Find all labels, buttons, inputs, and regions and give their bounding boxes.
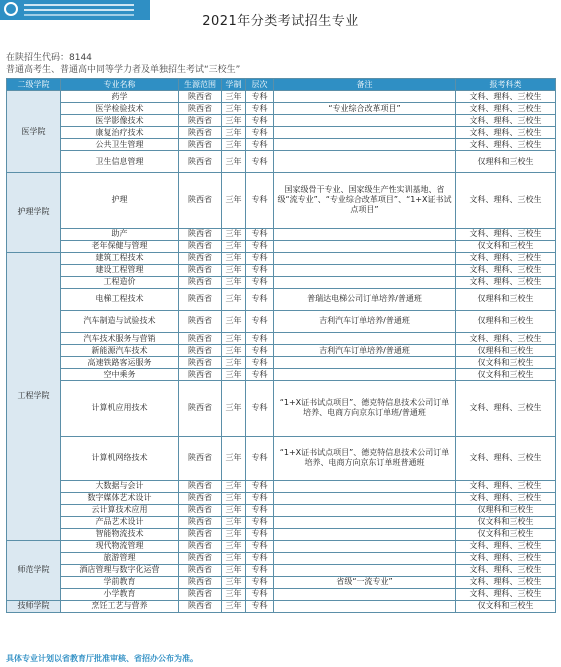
level-cell: 专科 xyxy=(246,528,274,540)
note-cell xyxy=(274,276,456,288)
major-cell: 建设工程管理 xyxy=(61,264,179,276)
years-cell: 三年 xyxy=(222,345,246,357)
table-row xyxy=(7,528,556,540)
years-cell: 三年 xyxy=(222,333,246,345)
years-cell: 三年 xyxy=(222,103,246,115)
note-cell xyxy=(274,528,456,540)
level-cell: 专科 xyxy=(246,516,274,528)
level-cell: 专科 xyxy=(246,345,274,357)
years-cell: 三年 xyxy=(222,552,246,564)
major-cell: 汽车制造与试验技术 xyxy=(61,310,179,332)
years-cell: 三年 xyxy=(222,252,246,264)
col-header-major: 专业名称 xyxy=(61,79,179,91)
table-row xyxy=(7,369,556,381)
years-cell: 三年 xyxy=(222,492,246,504)
level-cell: 专科 xyxy=(246,564,274,576)
level-cell: 专科 xyxy=(246,91,274,103)
level-cell: 专科 xyxy=(246,588,274,600)
major-cell: 小学教育 xyxy=(61,588,179,600)
years-cell: 三年 xyxy=(222,240,246,252)
table-row xyxy=(7,127,556,139)
table-row xyxy=(7,345,556,357)
major-cell: 智能物流技术 xyxy=(61,528,179,540)
years-cell: 三年 xyxy=(222,540,246,552)
note-cell: 国家级骨干专业、国家级生产性实训基地、省级“流专业”、“专业综合改革项目”、“1+X证书试点项目” xyxy=(274,173,456,229)
table-row xyxy=(7,151,556,173)
college-cell: 技师学院 xyxy=(7,600,61,612)
region-cell: 陕西省 xyxy=(179,600,222,612)
major-cell: 医学影像技术 xyxy=(61,115,179,127)
note-cell xyxy=(274,516,456,528)
footnote: 具体专业计划以省教育厅批准审核、省招办公布为准。 xyxy=(6,654,198,663)
region-cell: 陕西省 xyxy=(179,357,222,369)
note-cell xyxy=(274,588,456,600)
major-cell: 医学检验技术 xyxy=(61,103,179,115)
subjects-cell: 文科、理科、三校生 xyxy=(456,333,556,345)
note-cell: 省级“一流专业” xyxy=(274,576,456,588)
region-cell: 陕西省 xyxy=(179,436,222,480)
table-row xyxy=(7,576,556,588)
college-cell: 医学院 xyxy=(7,91,61,173)
subjects-cell: 文科、理科、三校生 xyxy=(456,91,556,103)
note-cell xyxy=(274,264,456,276)
region-cell: 陕西省 xyxy=(179,103,222,115)
level-cell: 专科 xyxy=(246,492,274,504)
years-cell: 三年 xyxy=(222,115,246,127)
note-cell xyxy=(274,252,456,264)
level-cell: 专科 xyxy=(246,369,274,381)
table-row xyxy=(7,115,556,127)
level-cell: 专科 xyxy=(246,436,274,480)
majors-table xyxy=(6,78,556,613)
note-cell xyxy=(274,127,456,139)
major-cell: 大数据与会计 xyxy=(61,480,179,492)
major-cell: 康复治疗技术 xyxy=(61,127,179,139)
region-cell: 陕西省 xyxy=(179,528,222,540)
years-cell: 三年 xyxy=(222,151,246,173)
region-cell: 陕西省 xyxy=(179,381,222,437)
years-cell: 三年 xyxy=(222,310,246,332)
subjects-cell: 文科、理科、三校生 xyxy=(456,264,556,276)
major-cell: 云计算技术应用 xyxy=(61,504,179,516)
note-cell xyxy=(274,91,456,103)
major-cell: 高速铁路客运服务 xyxy=(61,357,179,369)
region-cell: 陕西省 xyxy=(179,264,222,276)
col-header-level: 层次 xyxy=(246,79,274,91)
region-cell: 陕西省 xyxy=(179,588,222,600)
region-cell: 陕西省 xyxy=(179,151,222,173)
table-row xyxy=(7,600,556,612)
note-cell xyxy=(274,600,456,612)
major-cell: 烹饪工艺与营养 xyxy=(61,600,179,612)
level-cell: 专科 xyxy=(246,276,274,288)
level-cell: 专科 xyxy=(246,240,274,252)
major-cell: 新能源汽车技术 xyxy=(61,345,179,357)
subjects-cell: 文科、理科、三校生 xyxy=(456,115,556,127)
table-row xyxy=(7,228,556,240)
years-cell: 三年 xyxy=(222,564,246,576)
major-cell: 旅游管理 xyxy=(61,552,179,564)
col-header-note: 备注 xyxy=(274,79,456,91)
level-cell: 专科 xyxy=(246,480,274,492)
subjects-cell: 文科、理科、三校生 xyxy=(456,127,556,139)
years-cell: 三年 xyxy=(222,369,246,381)
note-cell: “专业综合改革项目” xyxy=(274,103,456,115)
subjects-cell: 文科、理科、三校生 xyxy=(456,103,556,115)
applicant-scope: 普通高考生、普通高中同等学力者及单独招生考试“三校生” xyxy=(6,65,241,75)
level-cell: 专科 xyxy=(246,540,274,552)
note-cell xyxy=(274,480,456,492)
major-cell: 建筑工程技术 xyxy=(61,252,179,264)
table-row xyxy=(7,252,556,264)
subjects-cell: 文科、理科、三校生 xyxy=(456,381,556,437)
table-row xyxy=(7,333,556,345)
major-cell: 汽车技术服务与营销 xyxy=(61,333,179,345)
level-cell: 专科 xyxy=(246,264,274,276)
subjects-cell: 仅文科和三校生 xyxy=(456,357,556,369)
level-cell: 专科 xyxy=(246,504,274,516)
major-cell: 计算机网络技术 xyxy=(61,436,179,480)
major-cell: 空中乘务 xyxy=(61,369,179,381)
region-cell: 陕西省 xyxy=(179,127,222,139)
major-cell: 助产 xyxy=(61,228,179,240)
years-cell: 三年 xyxy=(222,381,246,437)
region-cell: 陕西省 xyxy=(179,480,222,492)
years-cell: 三年 xyxy=(222,173,246,229)
years-cell: 三年 xyxy=(222,288,246,310)
years-cell: 三年 xyxy=(222,480,246,492)
note-cell xyxy=(274,540,456,552)
major-cell: 药学 xyxy=(61,91,179,103)
table-row xyxy=(7,310,556,332)
subjects-cell: 文科、理科、三校生 xyxy=(456,436,556,480)
major-cell: 产品艺术设计 xyxy=(61,516,179,528)
note-cell xyxy=(274,564,456,576)
years-cell: 三年 xyxy=(222,436,246,480)
major-cell: 卫生信息管理 xyxy=(61,151,179,173)
level-cell: 专科 xyxy=(246,127,274,139)
subjects-cell: 仅理科和三校生 xyxy=(456,288,556,310)
college-cell: 护理学院 xyxy=(7,173,61,253)
note-cell xyxy=(274,504,456,516)
table-row xyxy=(7,588,556,600)
years-cell: 三年 xyxy=(222,228,246,240)
region-cell: 陕西省 xyxy=(179,310,222,332)
years-cell: 三年 xyxy=(222,276,246,288)
major-cell: 酒店管理与数字化运营 xyxy=(61,564,179,576)
level-cell: 专科 xyxy=(246,139,274,151)
region-cell: 陕西省 xyxy=(179,139,222,151)
subjects-cell: 文科、理科、三校生 xyxy=(456,492,556,504)
region-cell: 陕西省 xyxy=(179,564,222,576)
subjects-cell: 文科、理科、三校生 xyxy=(456,564,556,576)
region-cell: 陕西省 xyxy=(179,115,222,127)
major-cell: 工程造价 xyxy=(61,276,179,288)
table-row xyxy=(7,480,556,492)
note-cell xyxy=(274,552,456,564)
note-cell: 普瑞达电梯公司订单培养/普通班 xyxy=(274,288,456,310)
region-cell: 陕西省 xyxy=(179,504,222,516)
years-cell: 三年 xyxy=(222,264,246,276)
college-cell: 工程学院 xyxy=(7,252,61,540)
years-cell: 三年 xyxy=(222,576,246,588)
subjects-cell: 文科、理科、三校生 xyxy=(456,480,556,492)
region-cell: 陕西省 xyxy=(179,552,222,564)
subjects-cell: 文科、理科、三校生 xyxy=(456,276,556,288)
region-cell: 陕西省 xyxy=(179,288,222,310)
region-cell: 陕西省 xyxy=(179,173,222,229)
table-row xyxy=(7,288,556,310)
level-cell: 专科 xyxy=(246,151,274,173)
note-cell xyxy=(274,369,456,381)
table-row xyxy=(7,139,556,151)
subjects-cell: 仅文科和三校生 xyxy=(456,516,556,528)
school-code: 在陕招生代码：8144 xyxy=(6,53,92,63)
table-body xyxy=(7,91,556,613)
years-cell: 三年 xyxy=(222,516,246,528)
col-header-region: 生源范围 xyxy=(179,79,222,91)
region-cell: 陕西省 xyxy=(179,240,222,252)
years-cell: 三年 xyxy=(222,357,246,369)
level-cell: 专科 xyxy=(246,252,274,264)
years-cell: 三年 xyxy=(222,588,246,600)
table-row xyxy=(7,381,556,437)
region-cell: 陕西省 xyxy=(179,252,222,264)
note-cell xyxy=(274,333,456,345)
note-cell: “1+X证书试点项目”、德克特信息技术公司订单培养、电商方向京东订单班普通班 xyxy=(274,436,456,480)
subjects-cell: 文科、理科、三校生 xyxy=(456,252,556,264)
subjects-cell: 仅文科和三校生 xyxy=(456,369,556,381)
note-cell: “1+X证书试点项目”、德克特信息技术公司订单培养、电商方向京东订单班/普通班 xyxy=(274,381,456,437)
note-cell xyxy=(274,151,456,173)
table-row xyxy=(7,540,556,552)
page-title: 2021年分类考试招生专业 xyxy=(202,14,359,29)
table-row xyxy=(7,492,556,504)
major-cell: 公共卫生管理 xyxy=(61,139,179,151)
level-cell: 专科 xyxy=(246,552,274,564)
note-cell xyxy=(274,228,456,240)
table-row xyxy=(7,173,556,229)
note-cell: 吉利汽车订单培养/普通班 xyxy=(274,310,456,332)
region-cell: 陕西省 xyxy=(179,492,222,504)
major-cell: 护理 xyxy=(61,173,179,229)
subjects-cell: 仅理科和三校生 xyxy=(456,151,556,173)
level-cell: 专科 xyxy=(246,333,274,345)
subjects-cell: 仅文科和三校生 xyxy=(456,528,556,540)
region-cell: 陕西省 xyxy=(179,91,222,103)
level-cell: 专科 xyxy=(246,115,274,127)
subjects-cell: 文科、理科、三校生 xyxy=(456,540,556,552)
subjects-cell: 文科、理科、三校生 xyxy=(456,588,556,600)
level-cell: 专科 xyxy=(246,103,274,115)
table-row xyxy=(7,103,556,115)
level-cell: 专科 xyxy=(246,228,274,240)
years-cell: 三年 xyxy=(222,127,246,139)
subjects-cell: 文科、理科、三校生 xyxy=(456,173,556,229)
table-row xyxy=(7,276,556,288)
college-cell: 师范学院 xyxy=(7,540,61,600)
table-row xyxy=(7,264,556,276)
table-row xyxy=(7,504,556,516)
table-row xyxy=(7,564,556,576)
table-row xyxy=(7,516,556,528)
subjects-cell: 仅文科和三校生 xyxy=(456,600,556,612)
note-cell xyxy=(274,492,456,504)
table-header-row xyxy=(7,79,556,91)
subjects-cell: 文科、理科、三校生 xyxy=(456,228,556,240)
major-cell: 电梯工程技术 xyxy=(61,288,179,310)
subjects-cell: 仅文科和三校生 xyxy=(456,240,556,252)
col-header-college: 二级学院 xyxy=(7,79,61,91)
level-cell: 专科 xyxy=(246,576,274,588)
note-cell: 吉利汽车订单培养/普通班 xyxy=(274,345,456,357)
note-cell xyxy=(274,139,456,151)
table-row xyxy=(7,240,556,252)
level-cell: 专科 xyxy=(246,357,274,369)
table-row xyxy=(7,436,556,480)
years-cell: 三年 xyxy=(222,528,246,540)
region-cell: 陕西省 xyxy=(179,576,222,588)
years-cell: 三年 xyxy=(222,91,246,103)
col-header-subjects: 报考科类 xyxy=(456,79,556,91)
region-cell: 陕西省 xyxy=(179,276,222,288)
table-row xyxy=(7,91,556,103)
note-cell xyxy=(274,357,456,369)
subjects-cell: 文科、理科、三校生 xyxy=(456,576,556,588)
years-cell: 三年 xyxy=(222,600,246,612)
note-cell xyxy=(274,115,456,127)
level-cell: 专科 xyxy=(246,381,274,437)
region-cell: 陕西省 xyxy=(179,333,222,345)
school-name-logotype xyxy=(24,4,134,6)
region-cell: 陕西省 xyxy=(179,228,222,240)
region-cell: 陕西省 xyxy=(179,540,222,552)
region-cell: 陕西省 xyxy=(179,369,222,381)
level-cell: 专科 xyxy=(246,288,274,310)
note-cell xyxy=(274,240,456,252)
subjects-cell: 仅理科和三校生 xyxy=(456,310,556,332)
major-cell: 学前教育 xyxy=(61,576,179,588)
table-row xyxy=(7,552,556,564)
major-cell: 数字媒体艺术设计 xyxy=(61,492,179,504)
years-cell: 三年 xyxy=(222,504,246,516)
major-cell: 现代物流管理 xyxy=(61,540,179,552)
subjects-cell: 文科、理科、三校生 xyxy=(456,139,556,151)
region-cell: 陕西省 xyxy=(179,516,222,528)
region-cell: 陕西省 xyxy=(179,345,222,357)
major-cell: 老年保健与管理 xyxy=(61,240,179,252)
level-cell: 专科 xyxy=(246,600,274,612)
level-cell: 专科 xyxy=(246,310,274,332)
major-cell: 计算机应用技术 xyxy=(61,381,179,437)
level-cell: 专科 xyxy=(246,173,274,229)
subjects-cell: 仅理科和三校生 xyxy=(456,504,556,516)
years-cell: 三年 xyxy=(222,139,246,151)
subjects-cell: 仅理科和三校生 xyxy=(456,345,556,357)
col-header-years: 学制 xyxy=(222,79,246,91)
subjects-cell: 文科、理科、三校生 xyxy=(456,552,556,564)
table-row xyxy=(7,357,556,369)
